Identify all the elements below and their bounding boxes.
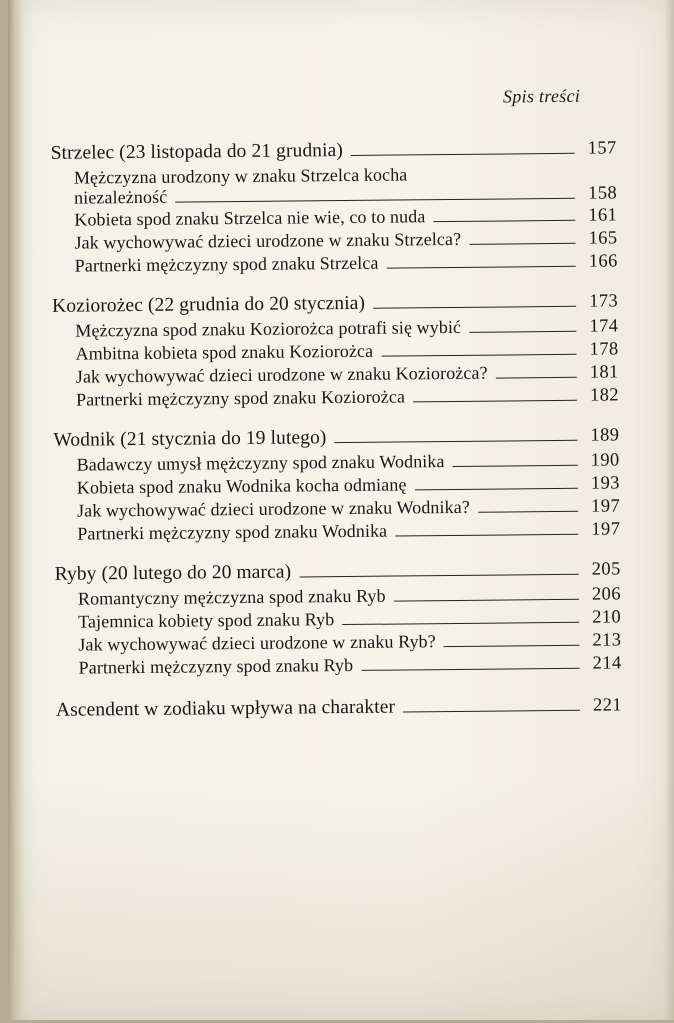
toc-page-number: 214 xyxy=(592,653,622,674)
toc-page-number: 190 xyxy=(590,450,620,471)
toc-page-number: 161 xyxy=(588,205,618,226)
toc-item-label: Partnerki mężczyzny spod znaku Koziorożca xyxy=(75,386,406,410)
leader-line xyxy=(175,198,575,203)
page-edge-shadow xyxy=(664,0,674,1020)
leader-line xyxy=(351,153,575,156)
toc-group xyxy=(51,137,618,277)
page-gutter-shadow xyxy=(8,0,24,1020)
toc-item-label: Jak wychowywać dzieci urodzone w znaku Strzelca? xyxy=(74,228,462,253)
table-of-contents xyxy=(51,137,623,724)
leader-line xyxy=(335,440,578,443)
leader-line xyxy=(403,710,580,713)
toc-page-number: 221 xyxy=(592,695,623,716)
toc-page-number: 173 xyxy=(589,291,619,312)
toc-page-number: 158 xyxy=(588,183,618,204)
toc-item[interactable] xyxy=(53,384,619,411)
leader-line xyxy=(469,243,575,245)
toc-page-number: 174 xyxy=(589,316,619,337)
toc-page-number: 197 xyxy=(591,519,621,540)
toc-item-label: Jak wychowywać dzieci urodzone w znaku Ryb? xyxy=(78,631,436,655)
toc-page-number: 206 xyxy=(591,584,622,605)
toc-item-label: Ambitna kobieta spod znaku Koziorożca xyxy=(75,340,374,364)
leader-line xyxy=(453,465,578,467)
toc-item-label: Partnerki mężczyzny spod znaku Strzelca xyxy=(74,252,379,276)
toc-page-number: 182 xyxy=(589,385,620,406)
toc-item-label-cont: niezależność xyxy=(73,186,168,208)
toc-page-number: 165 xyxy=(588,228,618,249)
toc-heading[interactable] xyxy=(53,424,619,451)
toc-group xyxy=(53,424,620,545)
toc-heading[interactable] xyxy=(55,558,621,585)
leader-line xyxy=(413,400,577,403)
toc-heading-label: Wodnik (21 stycznia do 19 lutego) xyxy=(53,427,327,451)
leader-line xyxy=(361,668,579,671)
toc-page-number: 205 xyxy=(591,559,621,580)
toc-item[interactable] xyxy=(56,652,622,679)
toc-item-label: Mężczyzna urodzony w znaku Strzelca kocha xyxy=(73,164,408,188)
toc-item-label: Mężczyzna spod znaku Koziorożca potrafi się wybić xyxy=(75,316,462,341)
toc-heading-label: Strzelec (23 listopada do 21 grudnia) xyxy=(50,140,344,164)
toc-final-entry-label: Ascendent w zodiaku wpływa na charakter xyxy=(55,696,396,721)
leader-line xyxy=(387,266,576,269)
leader-line xyxy=(478,511,578,513)
leader-line xyxy=(496,377,577,379)
leader-line xyxy=(444,645,580,647)
toc-item-label: Badawczy umysł mężczyzny spod znaku Wodnika xyxy=(76,451,445,475)
toc-heading[interactable] xyxy=(52,290,618,317)
toc-page-number: 193 xyxy=(590,473,620,494)
leader-line xyxy=(433,220,575,222)
leader-line xyxy=(299,574,578,578)
toc-item[interactable] xyxy=(52,250,618,277)
book-page xyxy=(8,0,674,1020)
leader-line xyxy=(381,354,576,357)
toc-item-label: Partnerki mężczyzny spod znaku Wodnika xyxy=(77,520,388,544)
toc-item[interactable] xyxy=(54,518,620,545)
toc-final-entry[interactable] xyxy=(56,694,622,721)
toc-page-number: 189 xyxy=(590,425,620,446)
leader-line xyxy=(469,331,576,333)
toc-item-label: Kobieta spod znaku Strzelca nie wie, co to nuda xyxy=(74,206,426,230)
page-content xyxy=(43,0,649,1023)
leader-line xyxy=(395,534,578,537)
leader-line xyxy=(373,306,576,309)
toc-item-label: Kobieta spod znaku Wodnika kocha odmianę xyxy=(76,474,407,498)
toc-page-number: 210 xyxy=(592,607,622,628)
leader-line xyxy=(415,488,578,491)
toc-item-label: Partnerki mężczyzny spod znaku Ryb xyxy=(78,654,354,678)
toc-heading-label: Koziorożec (22 grudnia do 20 stycznia) xyxy=(52,292,366,317)
toc-page-number: 178 xyxy=(589,339,619,360)
running-head: Spis treści xyxy=(502,85,581,107)
toc-heading-label: Ryby (20 lutego do 20 marca) xyxy=(54,561,292,585)
leader-line xyxy=(342,622,579,625)
toc-group xyxy=(52,290,619,411)
toc-item-label: Jak wychowywać dzieci urodzone w znaku Koziorożca? xyxy=(75,362,488,387)
toc-page-number: 197 xyxy=(591,496,621,517)
toc-page-number: 181 xyxy=(589,362,619,383)
toc-item-label: Jak wychowywać dzieci urodzone w znaku Wodnika? xyxy=(76,496,470,521)
toc-page-number: 157 xyxy=(587,138,617,159)
toc-page-number: 166 xyxy=(588,251,618,272)
toc-item-label: Romantyczny mężczyzna spod znaku Ryb xyxy=(77,585,386,609)
toc-page-number: 213 xyxy=(592,630,622,651)
toc-heading[interactable] xyxy=(51,137,617,164)
leader-line xyxy=(394,599,579,602)
toc-item-label: Tajemnica kobiety spod znaku Ryb xyxy=(78,609,335,632)
toc-group xyxy=(55,558,622,679)
